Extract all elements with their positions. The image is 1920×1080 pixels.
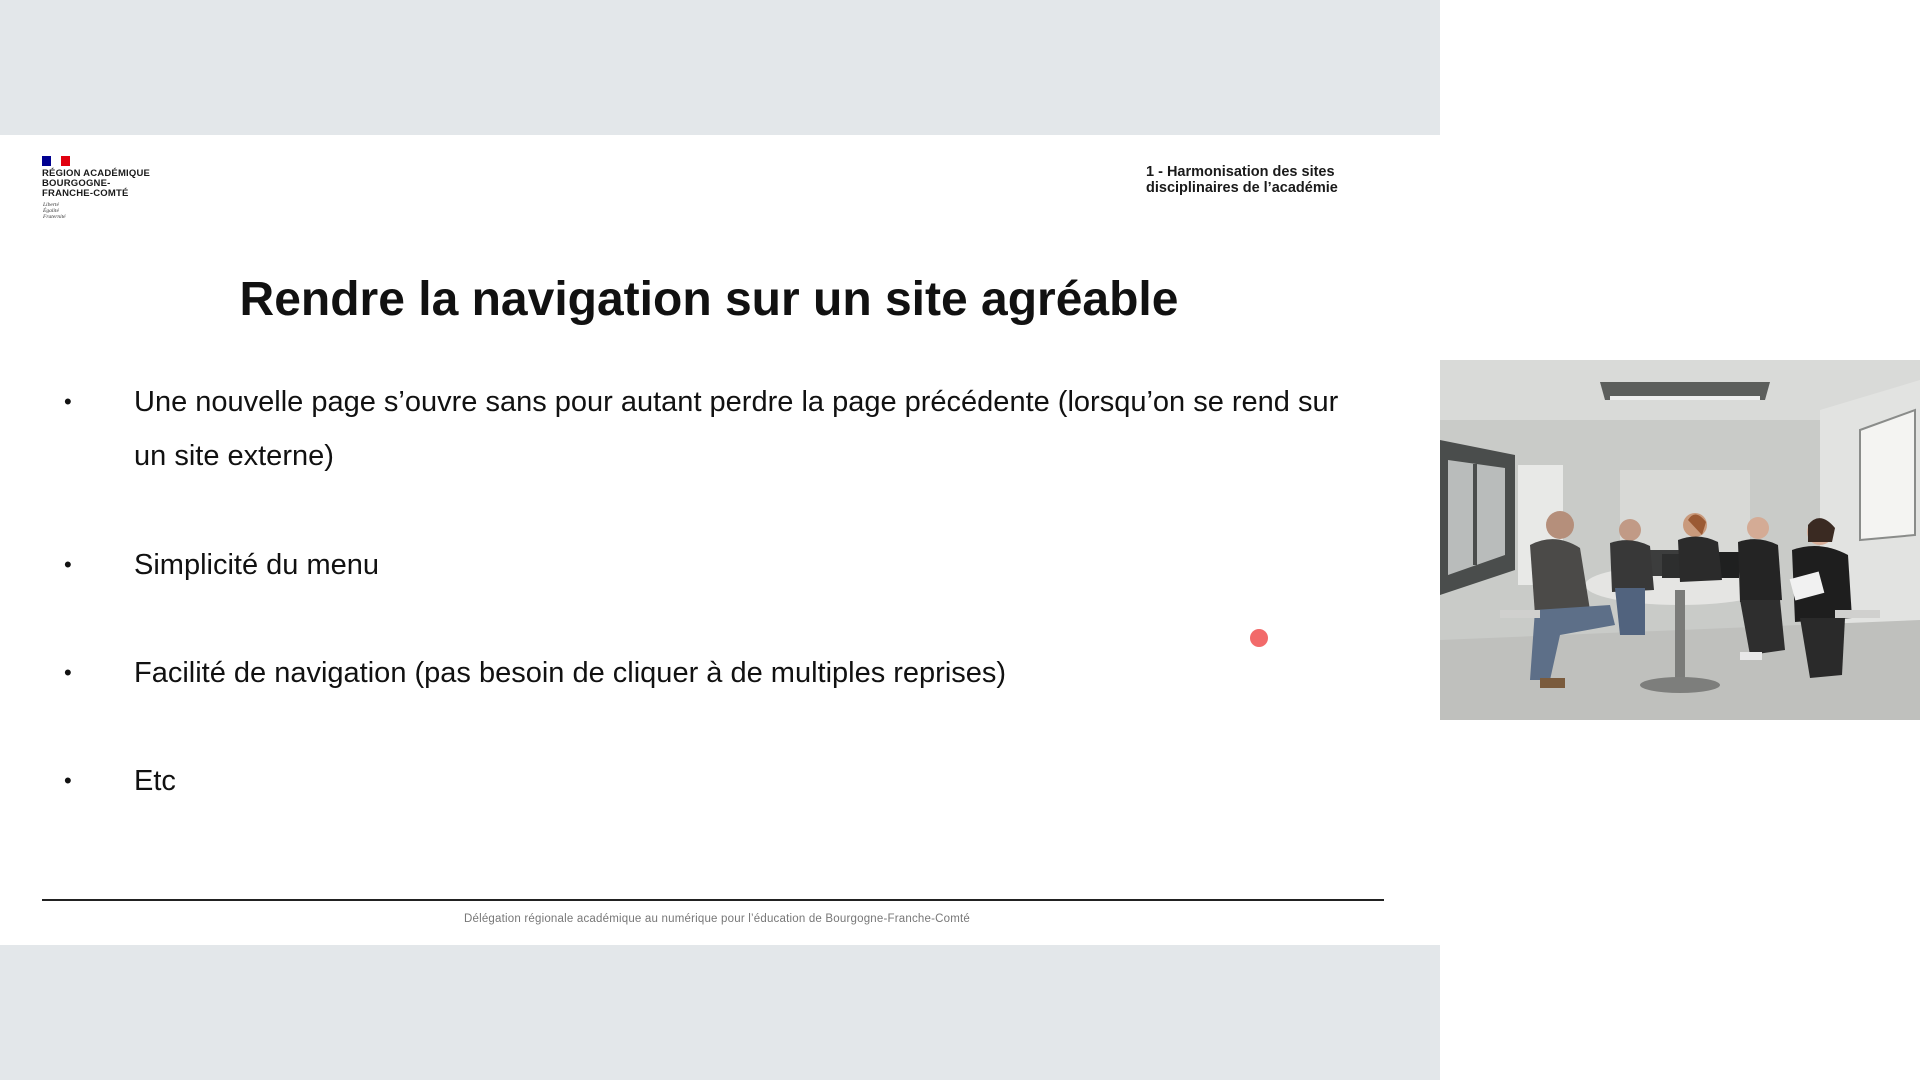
slide-title: Rendre la navigation sur un site agréable — [239, 273, 1179, 326]
bullet-text: Simplicité du menu — [134, 549, 379, 581]
bullet-item — [62, 754, 1362, 808]
motto-line: Liberté — [43, 202, 59, 208]
slide — [0, 135, 1440, 945]
bullet-item — [62, 646, 1362, 700]
bullet-text: Etc — [134, 765, 176, 797]
bullet-text: Facilité de navigation (pas besoin de cliquer à de multiples reprises) — [134, 657, 1007, 689]
motto-line: Égalité — [43, 208, 59, 214]
region-logo — [42, 156, 172, 220]
participant-video-tile[interactable] — [1440, 360, 1920, 720]
logo-line: FRANCHE-COMTÉ — [42, 188, 129, 199]
logo-line: RÉGION ACADÉMIQUE — [42, 168, 151, 179]
logo-motto — [42, 202, 172, 220]
bullet-item — [62, 375, 1362, 483]
motto-line: Fraternité — [43, 214, 66, 220]
section-label-line: 1 - Harmonisation des sites — [1146, 164, 1335, 180]
section-label-line: disciplinaires de l’académie — [1146, 180, 1338, 196]
meeting-room-video — [1440, 360, 1920, 720]
bullet-icon: • — [64, 660, 72, 685]
footer-divider — [42, 899, 1384, 901]
logo-line: BOURGOGNE- — [42, 178, 111, 189]
slide-footer: Délégation régionale académique au numérique pour l’éducation de Bourgogne-Franche-Comté — [463, 913, 971, 925]
bullet-item — [62, 538, 1362, 592]
bullet-icon: • — [64, 552, 72, 577]
laser-pointer-dot — [1250, 629, 1268, 647]
section-label — [1146, 164, 1386, 196]
french-flag-icon — [42, 156, 70, 166]
bullet-icon: • — [64, 389, 72, 414]
bullet-icon: • — [64, 768, 72, 793]
bullet-text: Une nouvelle page s’ouvre sans pour autant perdre la page précédente (lorsqu’on se rend sur un site externe) — [134, 386, 1339, 472]
